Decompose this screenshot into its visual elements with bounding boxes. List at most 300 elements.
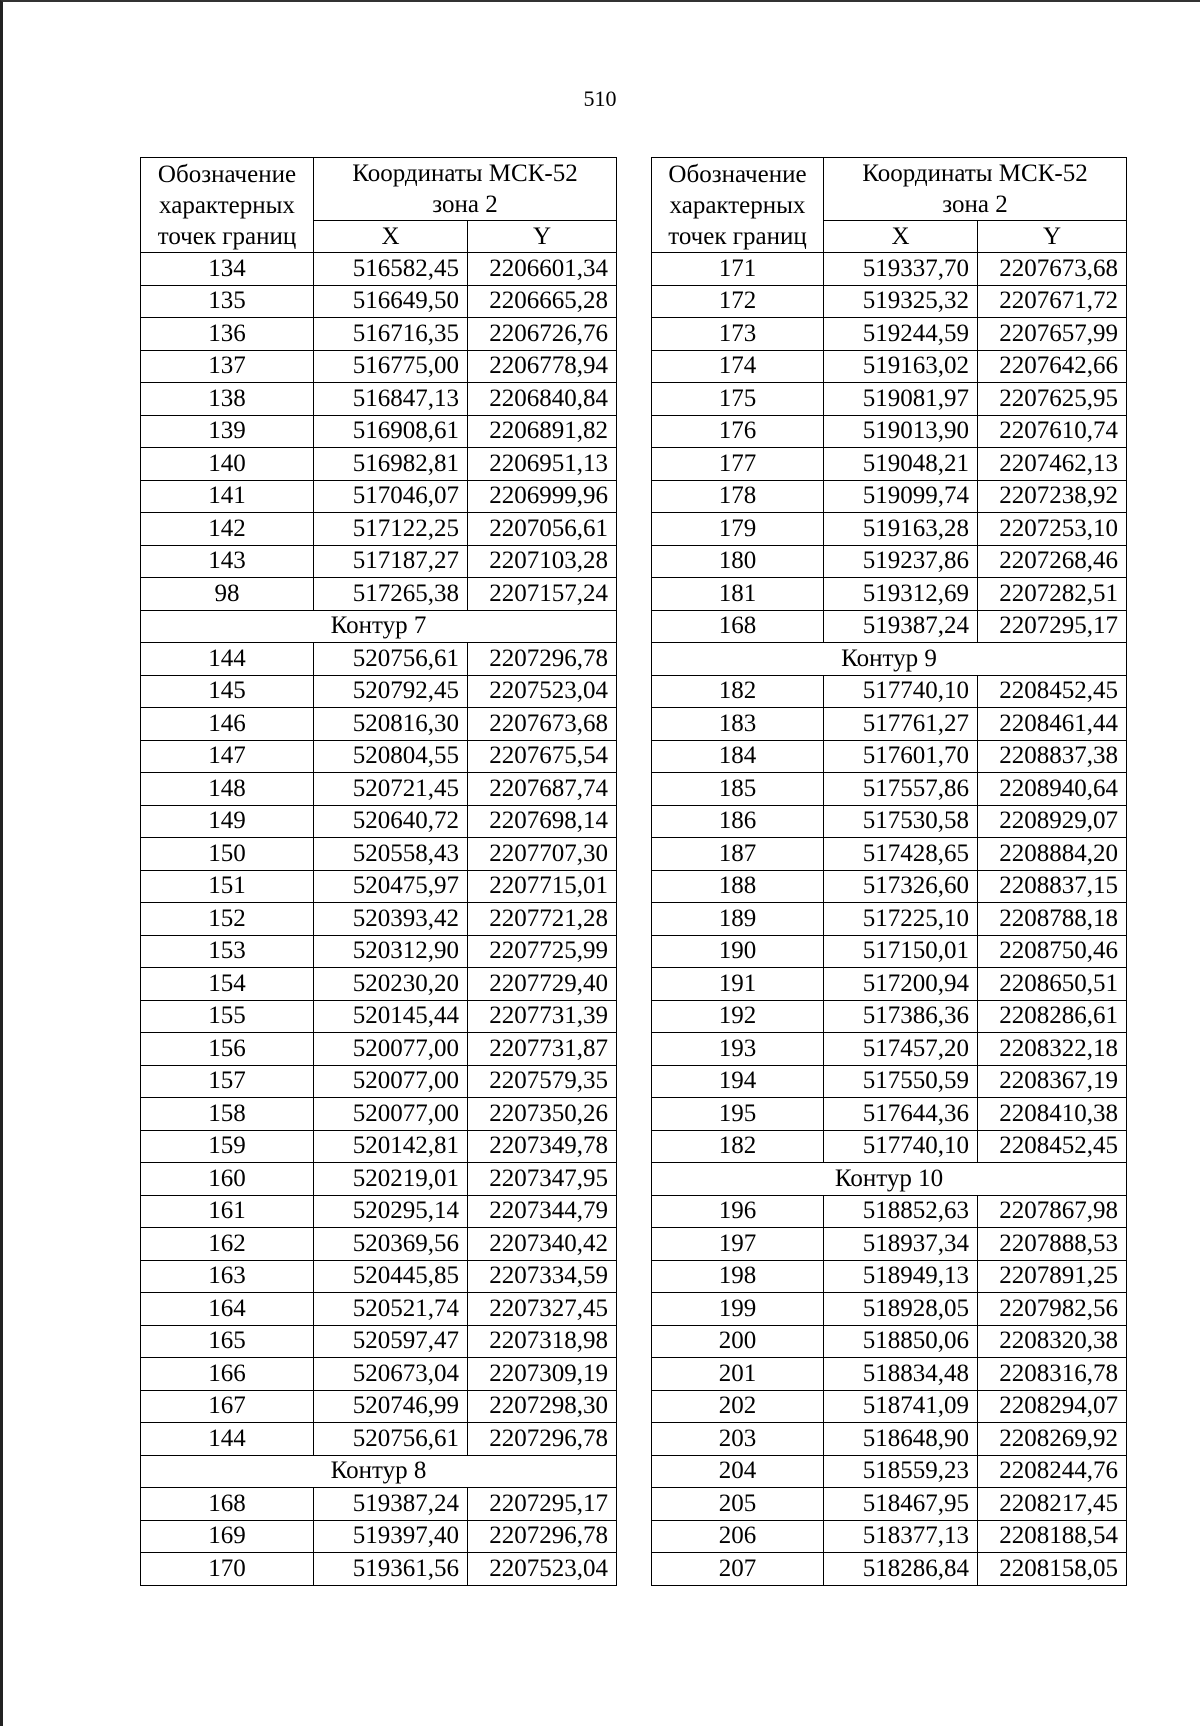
x-cell: 517601,70 — [824, 740, 978, 773]
table-row — [141, 1228, 617, 1261]
point-cell: 182 — [652, 1130, 824, 1163]
point-cell: 146 — [141, 708, 314, 741]
table-row — [652, 285, 1127, 318]
point-cell: 195 — [652, 1098, 824, 1131]
table-row — [652, 545, 1127, 578]
table-row — [141, 1293, 617, 1326]
x-cell: 519387,24 — [824, 610, 978, 643]
x-cell: 517457,20 — [824, 1033, 978, 1066]
point-cell: 183 — [652, 708, 824, 741]
y-cell: 2208367,19 — [978, 1065, 1127, 1098]
designation-header — [141, 158, 314, 253]
x-cell: 520673,04 — [314, 1358, 468, 1391]
y-cell: 2207238,92 — [978, 480, 1127, 513]
y-cell: 2206726,76 — [468, 318, 617, 351]
table-row — [652, 383, 1127, 416]
point-cell: 177 — [652, 448, 824, 481]
table-row — [652, 318, 1127, 351]
table-row — [652, 1358, 1127, 1391]
table-row — [652, 610, 1127, 643]
y-cell: 2208884,20 — [978, 838, 1127, 871]
y-cell: 2207056,61 — [468, 513, 617, 546]
point-cell: 162 — [141, 1228, 314, 1261]
point-cell: 142 — [141, 513, 314, 546]
header-row — [141, 158, 617, 221]
y-cell: 2207309,19 — [468, 1358, 617, 1391]
point-cell: 176 — [652, 415, 824, 448]
table-row — [141, 1423, 617, 1456]
y-cell: 2206778,94 — [468, 350, 617, 383]
point-cell: 153 — [141, 935, 314, 968]
point-cell: 205 — [652, 1488, 824, 1521]
table-row — [652, 1065, 1127, 1098]
table-row — [652, 1195, 1127, 1228]
point-cell: 152 — [141, 903, 314, 936]
designation-header-line: Обозначение — [157, 160, 297, 188]
x-cell: 518377,13 — [824, 1520, 978, 1553]
y-cell: 2207344,79 — [468, 1195, 617, 1228]
point-cell: 186 — [652, 805, 824, 838]
y-cell: 2207295,17 — [468, 1488, 617, 1521]
contour-label: Контур 8 — [141, 1455, 617, 1488]
point-cell: 193 — [652, 1033, 824, 1066]
point-cell: 168 — [652, 610, 824, 643]
contour-label: Контур 9 — [652, 643, 1127, 676]
y-cell: 2207350,26 — [468, 1098, 617, 1131]
coordinates-table-right — [651, 157, 1127, 1586]
x-cell: 520295,14 — [314, 1195, 468, 1228]
point-cell: 201 — [652, 1358, 824, 1391]
table-row — [141, 1130, 617, 1163]
point-cell: 170 — [141, 1553, 314, 1586]
table-row — [141, 1520, 617, 1553]
y-cell: 2207731,39 — [468, 1000, 617, 1033]
x-cell: 517187,27 — [314, 545, 468, 578]
x-cell: 519099,74 — [824, 480, 978, 513]
y-cell: 2207103,28 — [468, 545, 617, 578]
y-cell: 2208322,18 — [978, 1033, 1127, 1066]
table-row — [652, 1228, 1127, 1261]
point-cell: 98 — [141, 578, 314, 611]
coordinates-header-line: Координаты МСК-52 — [352, 160, 578, 187]
point-cell: 149 — [141, 805, 314, 838]
table-row — [141, 838, 617, 871]
table-row — [652, 805, 1127, 838]
x-cell: 518741,09 — [824, 1390, 978, 1423]
y-cell: 2207725,99 — [468, 935, 617, 968]
table-row — [141, 253, 617, 286]
y-cell: 2206951,13 — [468, 448, 617, 481]
x-cell: 520816,30 — [314, 708, 468, 741]
contour-row — [652, 1163, 1127, 1196]
table-row — [141, 350, 617, 383]
point-cell: 137 — [141, 350, 314, 383]
x-cell: 520746,99 — [314, 1390, 468, 1423]
point-cell: 141 — [141, 480, 314, 513]
table-row — [652, 968, 1127, 1001]
y-cell: 2208188,54 — [978, 1520, 1127, 1553]
table-row — [141, 1195, 617, 1228]
x-cell: 519312,69 — [824, 578, 978, 611]
point-cell: 179 — [652, 513, 824, 546]
x-cell: 517150,01 — [824, 935, 978, 968]
x-header: X — [824, 221, 978, 253]
x-cell: 516582,45 — [314, 253, 468, 286]
point-cell: 154 — [141, 968, 314, 1001]
x-cell: 519361,56 — [314, 1553, 468, 1586]
x-cell: 519337,70 — [824, 253, 978, 286]
y-header: Y — [468, 221, 617, 253]
x-cell: 516847,13 — [314, 383, 468, 416]
y-cell: 2207318,98 — [468, 1325, 617, 1358]
designation-header-line: Обозначение — [668, 160, 807, 188]
y-cell: 2207157,24 — [468, 578, 617, 611]
point-cell: 171 — [652, 253, 824, 286]
point-cell: 199 — [652, 1293, 824, 1326]
x-cell: 520077,00 — [314, 1098, 468, 1131]
point-cell: 140 — [141, 448, 314, 481]
x-cell: 519325,32 — [824, 285, 978, 318]
x-cell: 520445,85 — [314, 1260, 468, 1293]
table-row — [652, 1098, 1127, 1131]
y-cell: 2207610,74 — [978, 415, 1127, 448]
table-row — [652, 1423, 1127, 1456]
y-cell: 2207707,30 — [468, 838, 617, 871]
table-row — [652, 1293, 1127, 1326]
point-cell: 204 — [652, 1455, 824, 1488]
y-cell: 2208410,38 — [978, 1098, 1127, 1131]
table-row — [652, 480, 1127, 513]
x-cell: 518834,48 — [824, 1358, 978, 1391]
point-cell: 166 — [141, 1358, 314, 1391]
table-row — [652, 1390, 1127, 1423]
x-cell: 520597,47 — [314, 1325, 468, 1358]
y-cell: 2207687,74 — [468, 773, 617, 806]
table-body — [652, 158, 1127, 1586]
table-row — [652, 708, 1127, 741]
coordinates-header-line: Координаты МСК-52 — [862, 160, 1088, 187]
point-cell: 180 — [652, 545, 824, 578]
y-cell: 2207347,95 — [468, 1163, 617, 1196]
y-cell: 2207334,59 — [468, 1260, 617, 1293]
point-cell: 155 — [141, 1000, 314, 1033]
point-cell: 185 — [652, 773, 824, 806]
point-cell: 198 — [652, 1260, 824, 1293]
point-cell: 134 — [141, 253, 314, 286]
point-cell: 196 — [652, 1195, 824, 1228]
y-cell: 2207698,14 — [468, 805, 617, 838]
y-cell: 2206999,96 — [468, 480, 617, 513]
x-cell: 518850,06 — [824, 1325, 978, 1358]
y-cell: 2207462,13 — [978, 448, 1127, 481]
coordinates-header-line: зона 2 — [942, 191, 1008, 218]
coordinates-table-left — [140, 157, 617, 1586]
table-row — [141, 643, 617, 676]
table-row — [141, 773, 617, 806]
coordinates-header-line: зона 2 — [432, 191, 498, 218]
table-row — [141, 415, 617, 448]
x-cell: 520369,56 — [314, 1228, 468, 1261]
table-row — [652, 1325, 1127, 1358]
table-row — [652, 1520, 1127, 1553]
x-cell: 517265,38 — [314, 578, 468, 611]
table-row — [652, 740, 1127, 773]
table-row — [141, 805, 617, 838]
y-cell: 2207642,66 — [978, 350, 1127, 383]
x-cell: 516649,50 — [314, 285, 468, 318]
x-cell: 519397,40 — [314, 1520, 468, 1553]
table-row — [141, 578, 617, 611]
x-cell: 519237,86 — [824, 545, 978, 578]
x-cell: 516908,61 — [314, 415, 468, 448]
y-header: Y — [978, 221, 1127, 253]
point-cell: 174 — [652, 350, 824, 383]
designation-header-line: точек границ — [157, 222, 297, 250]
table-row — [141, 545, 617, 578]
point-cell: 190 — [652, 935, 824, 968]
y-cell: 2208294,07 — [978, 1390, 1127, 1423]
y-cell: 2207295,17 — [978, 610, 1127, 643]
x-cell: 520804,55 — [314, 740, 468, 773]
y-cell: 2208929,07 — [978, 805, 1127, 838]
point-cell: 169 — [141, 1520, 314, 1553]
table-row — [141, 708, 617, 741]
point-cell: 172 — [652, 285, 824, 318]
y-cell: 2207715,01 — [468, 870, 617, 903]
table-row — [141, 1163, 617, 1196]
point-cell: 182 — [652, 675, 824, 708]
x-cell: 520219,01 — [314, 1163, 468, 1196]
x-cell: 517740,10 — [824, 1130, 978, 1163]
point-cell: 151 — [141, 870, 314, 903]
point-cell: 138 — [141, 383, 314, 416]
x-cell: 519163,28 — [824, 513, 978, 546]
x-cell: 520230,20 — [314, 968, 468, 1001]
x-header: X — [314, 221, 468, 253]
x-cell: 518949,13 — [824, 1260, 978, 1293]
y-cell: 2207579,35 — [468, 1065, 617, 1098]
point-cell: 203 — [652, 1423, 824, 1456]
y-cell: 2207673,68 — [978, 253, 1127, 286]
x-cell: 517428,65 — [824, 838, 978, 871]
y-cell: 2207296,78 — [468, 1520, 617, 1553]
x-cell: 520142,81 — [314, 1130, 468, 1163]
y-cell: 2207296,78 — [468, 1423, 617, 1456]
point-cell: 144 — [141, 643, 314, 676]
x-cell: 520640,72 — [314, 805, 468, 838]
table-row — [141, 285, 617, 318]
y-cell: 2207253,10 — [978, 513, 1127, 546]
designation-header-line: характерных — [159, 191, 295, 219]
y-cell: 2208452,45 — [978, 1130, 1127, 1163]
table-row — [652, 415, 1127, 448]
contour-label: Контур 7 — [141, 610, 617, 643]
point-cell: 159 — [141, 1130, 314, 1163]
x-cell: 517530,58 — [824, 805, 978, 838]
point-cell: 145 — [141, 675, 314, 708]
x-cell: 517740,10 — [824, 675, 978, 708]
point-cell: 150 — [141, 838, 314, 871]
y-cell: 2208286,61 — [978, 1000, 1127, 1033]
x-cell: 519048,21 — [824, 448, 978, 481]
x-cell: 520475,97 — [314, 870, 468, 903]
y-cell: 2207731,87 — [468, 1033, 617, 1066]
x-cell: 519244,59 — [824, 318, 978, 351]
table-row — [652, 448, 1127, 481]
point-cell: 144 — [141, 1423, 314, 1456]
point-cell: 184 — [652, 740, 824, 773]
point-cell: 167 — [141, 1390, 314, 1423]
point-cell: 163 — [141, 1260, 314, 1293]
y-cell: 2206601,34 — [468, 253, 617, 286]
point-cell: 175 — [652, 383, 824, 416]
x-cell: 520521,74 — [314, 1293, 468, 1326]
table-row — [141, 935, 617, 968]
designation-header-line: характерных — [669, 191, 806, 219]
point-cell: 181 — [652, 578, 824, 611]
x-cell: 517550,59 — [824, 1065, 978, 1098]
x-cell: 516716,35 — [314, 318, 468, 351]
table-row — [141, 1000, 617, 1033]
x-cell: 517122,25 — [314, 513, 468, 546]
y-cell: 2208788,18 — [978, 903, 1127, 936]
x-cell: 518928,05 — [824, 1293, 978, 1326]
coordinates-header — [824, 158, 1127, 221]
y-cell: 2207625,95 — [978, 383, 1127, 416]
table-row — [652, 838, 1127, 871]
y-cell: 2207327,45 — [468, 1293, 617, 1326]
table-row — [141, 1488, 617, 1521]
point-cell: 168 — [141, 1488, 314, 1521]
point-cell: 189 — [652, 903, 824, 936]
table-row — [141, 480, 617, 513]
y-cell: 2207729,40 — [468, 968, 617, 1001]
point-cell: 207 — [652, 1553, 824, 1586]
table-row — [141, 1098, 617, 1131]
table-row — [652, 870, 1127, 903]
point-cell: 194 — [652, 1065, 824, 1098]
y-cell: 2207867,98 — [978, 1195, 1127, 1228]
y-cell: 2207891,25 — [978, 1260, 1127, 1293]
table-row — [141, 1065, 617, 1098]
y-cell: 2207268,46 — [978, 545, 1127, 578]
point-cell: 188 — [652, 870, 824, 903]
x-cell: 518559,23 — [824, 1455, 978, 1488]
x-cell: 517200,94 — [824, 968, 978, 1001]
point-cell: 197 — [652, 1228, 824, 1261]
point-cell: 187 — [652, 838, 824, 871]
point-cell: 147 — [141, 740, 314, 773]
x-cell: 517225,10 — [824, 903, 978, 936]
x-cell: 520145,44 — [314, 1000, 468, 1033]
point-cell: 156 — [141, 1033, 314, 1066]
x-cell: 520721,45 — [314, 773, 468, 806]
y-cell: 2206840,84 — [468, 383, 617, 416]
y-cell: 2208940,64 — [978, 773, 1127, 806]
y-cell: 2207982,56 — [978, 1293, 1127, 1326]
x-cell: 516982,81 — [314, 448, 468, 481]
table-row — [141, 1325, 617, 1358]
table-row — [141, 740, 617, 773]
table-row — [141, 1390, 617, 1423]
x-cell: 517326,60 — [824, 870, 978, 903]
x-cell: 518648,90 — [824, 1423, 978, 1456]
y-cell: 2207340,42 — [468, 1228, 617, 1261]
table-row — [652, 1455, 1127, 1488]
contour-label: Контур 10 — [652, 1163, 1127, 1196]
x-cell: 520312,90 — [314, 935, 468, 968]
coordinates-header — [314, 158, 617, 221]
point-cell: 157 — [141, 1065, 314, 1098]
x-cell: 520792,45 — [314, 675, 468, 708]
y-cell: 2208750,46 — [978, 935, 1127, 968]
point-cell: 136 — [141, 318, 314, 351]
point-cell: 200 — [652, 1325, 824, 1358]
table-body — [141, 158, 617, 1586]
point-cell: 164 — [141, 1293, 314, 1326]
contour-row — [141, 1455, 617, 1488]
table-row — [141, 318, 617, 351]
point-cell: 161 — [141, 1195, 314, 1228]
x-cell: 518852,63 — [824, 1195, 978, 1228]
table-row — [652, 1553, 1127, 1586]
x-cell: 520393,42 — [314, 903, 468, 936]
y-cell: 2208461,44 — [978, 708, 1127, 741]
contour-row — [652, 643, 1127, 676]
x-cell: 519081,97 — [824, 383, 978, 416]
x-cell: 520558,43 — [314, 838, 468, 871]
table-row — [141, 1553, 617, 1586]
y-cell: 2208837,15 — [978, 870, 1127, 903]
table-row — [141, 870, 617, 903]
y-cell: 2207675,54 — [468, 740, 617, 773]
point-cell: 135 — [141, 285, 314, 318]
y-cell: 2207298,30 — [468, 1390, 617, 1423]
table-row — [141, 383, 617, 416]
point-cell: 139 — [141, 415, 314, 448]
y-cell: 2207657,99 — [978, 318, 1127, 351]
point-cell: 165 — [141, 1325, 314, 1358]
table-row — [652, 513, 1127, 546]
designation-header-line: точек границ — [668, 222, 807, 250]
table-row — [652, 578, 1127, 611]
table-row — [141, 1358, 617, 1391]
x-cell: 520756,61 — [314, 643, 468, 676]
x-cell: 517557,86 — [824, 773, 978, 806]
point-cell: 191 — [652, 968, 824, 1001]
table-row — [652, 1488, 1127, 1521]
y-cell: 2207671,72 — [978, 285, 1127, 318]
designation-header — [652, 158, 824, 253]
header-row — [652, 158, 1127, 221]
table-row — [652, 1130, 1127, 1163]
x-cell: 516775,00 — [314, 350, 468, 383]
y-cell: 2208269,92 — [978, 1423, 1127, 1456]
x-cell: 518937,34 — [824, 1228, 978, 1261]
y-cell: 2208320,38 — [978, 1325, 1127, 1358]
x-cell: 517761,27 — [824, 708, 978, 741]
point-cell: 158 — [141, 1098, 314, 1131]
y-cell: 2207888,53 — [978, 1228, 1127, 1261]
x-cell: 519163,02 — [824, 350, 978, 383]
table-row — [141, 513, 617, 546]
y-cell: 2207296,78 — [468, 643, 617, 676]
x-cell: 518286,84 — [824, 1553, 978, 1586]
y-cell: 2208316,78 — [978, 1358, 1127, 1391]
table-row — [652, 935, 1127, 968]
y-cell: 2206891,82 — [468, 415, 617, 448]
y-cell: 2208158,05 — [978, 1553, 1127, 1586]
